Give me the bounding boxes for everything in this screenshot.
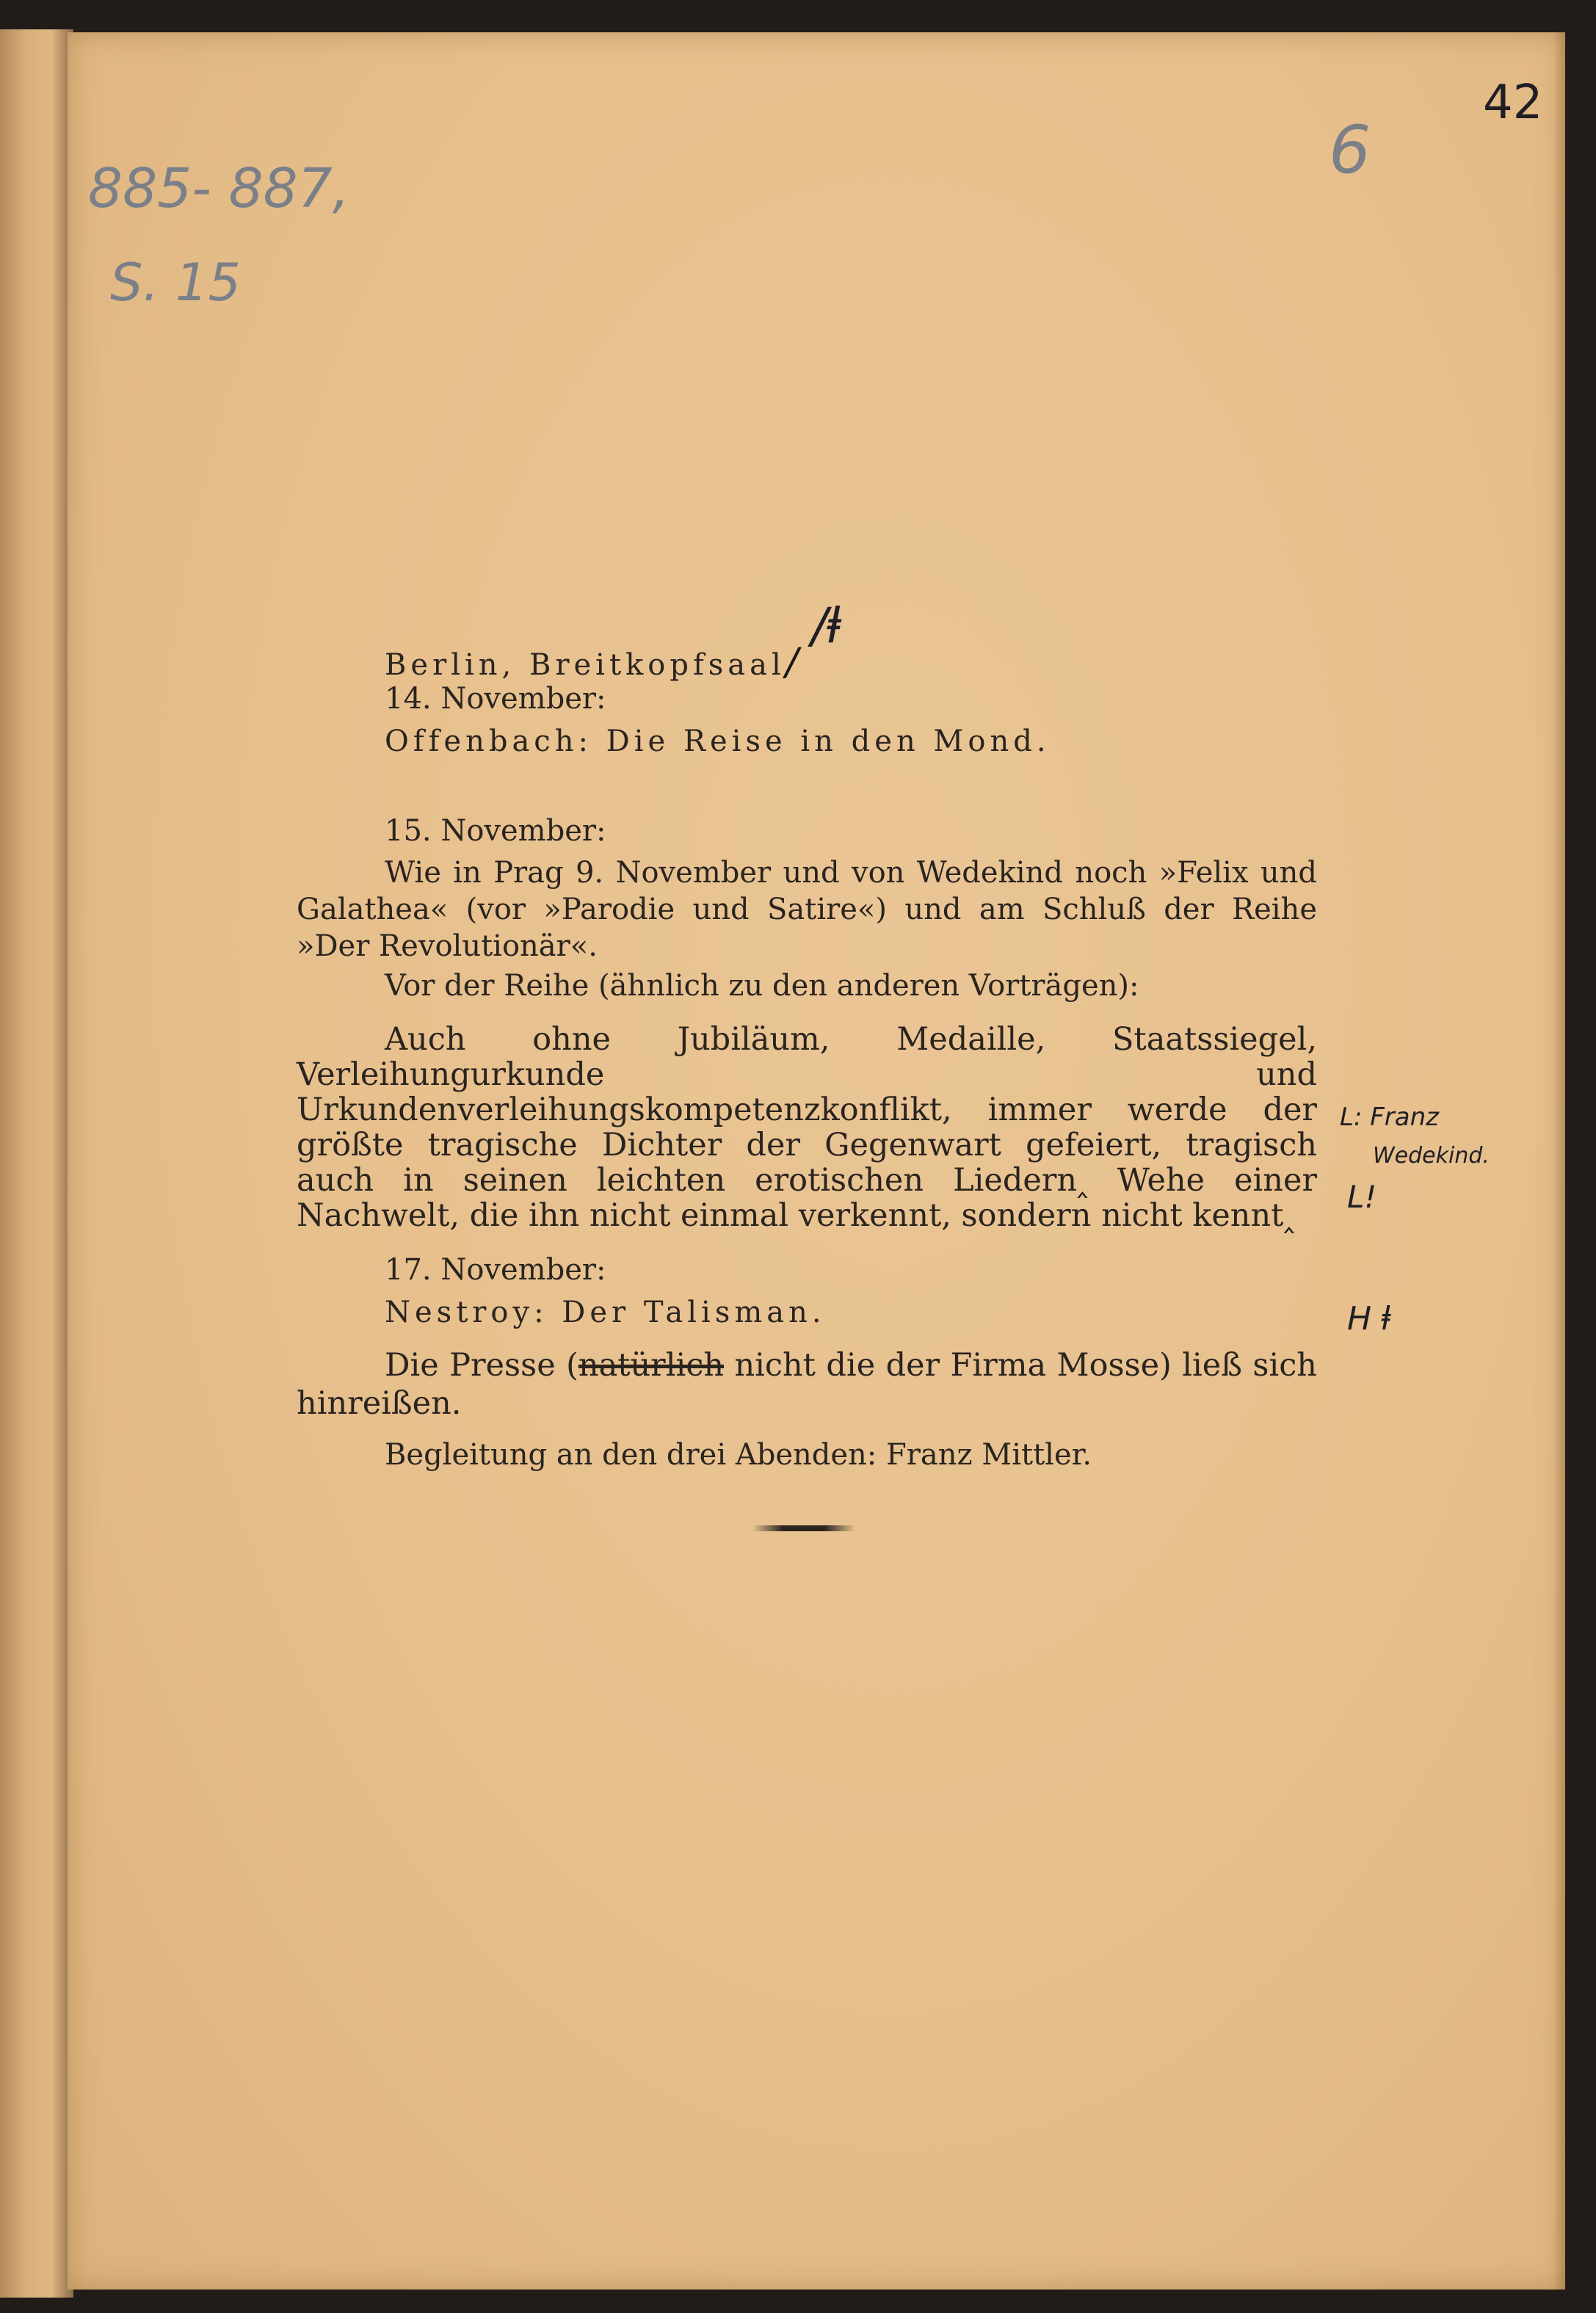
margin-note-franz: L: Franz	[1340, 1103, 1439, 1132]
insertion-mark-2: ‸	[1283, 1197, 1295, 1234]
paragraph-prag: Wie in Prag 9. November und von Wedekind noch »Felix und Galathea« (vor »Parodie und Satire«) und am Schluß der Reihe »Der Revolutionär«.	[297, 856, 1317, 963]
handwritten-reference: 885- 887,	[88, 157, 350, 220]
margin-note-wedekind: Wedekind.	[1373, 1143, 1490, 1169]
folio-number: 42	[1483, 76, 1543, 130]
margin-note-l: L!	[1347, 1179, 1377, 1215]
venue-text: Berlin, Breitkopfsaal	[385, 648, 786, 682]
book-spine	[0, 29, 73, 2298]
program-offenbach: Offenbach: Die Reise in den Mond.	[385, 725, 1051, 758]
venue-line	[385, 640, 799, 684]
paragraph-vor-der-reihe: Vor der Reihe (ähnlich zu den anderen Vorträgen):	[385, 969, 1139, 1003]
presse-text-2: nicht die der Firma Mosse) ließ sich hinreißen.	[297, 1347, 1317, 1422]
program-nestroy: Nestroy: Der Talisman.	[385, 1296, 826, 1329]
jubilaeum-text-1: Auch ohne Jubiläum, Medaille, Staatssiegel, Verleihungurkunde und Urkundenverleihungskompetenzkonflikt, immer werde der größte tragische Dichter der Gegenwart gefeiert, tragisch auch in seinen leichten erotischen Liedern	[297, 1021, 1317, 1199]
date-17-november: 17. November:	[385, 1253, 606, 1287]
paragraph-presse	[297, 1346, 1317, 1423]
struck-word: natürlich	[578, 1347, 725, 1384]
page-edge-shadow	[1553, 32, 1565, 2290]
handwritten-mark: /ⱡ	[811, 598, 841, 654]
presse-text-1: Die Presse (	[385, 1347, 578, 1384]
jubilaeum-text-2: Wehe einer Nachwelt, die ihn nicht einmal verkennt, sondern nicht kennt	[297, 1162, 1318, 1234]
paragraph-jubilaeum	[297, 1022, 1317, 1233]
venue-mark: /	[785, 640, 799, 684]
accompaniment-line: Begleitung an den drei Abenden: Franz Mittler.	[385, 1438, 1092, 1472]
insertion-mark-1: ‸	[1077, 1162, 1088, 1199]
date-14-november: 14. November:	[385, 682, 606, 716]
margin-note-h: H ⱡ	[1347, 1300, 1391, 1337]
sheet-number: 6	[1329, 112, 1371, 189]
date-15-november: 15. November:	[385, 814, 606, 848]
closing-ornament	[752, 1525, 855, 1531]
handwritten-page-reference: S. 15	[110, 253, 242, 313]
